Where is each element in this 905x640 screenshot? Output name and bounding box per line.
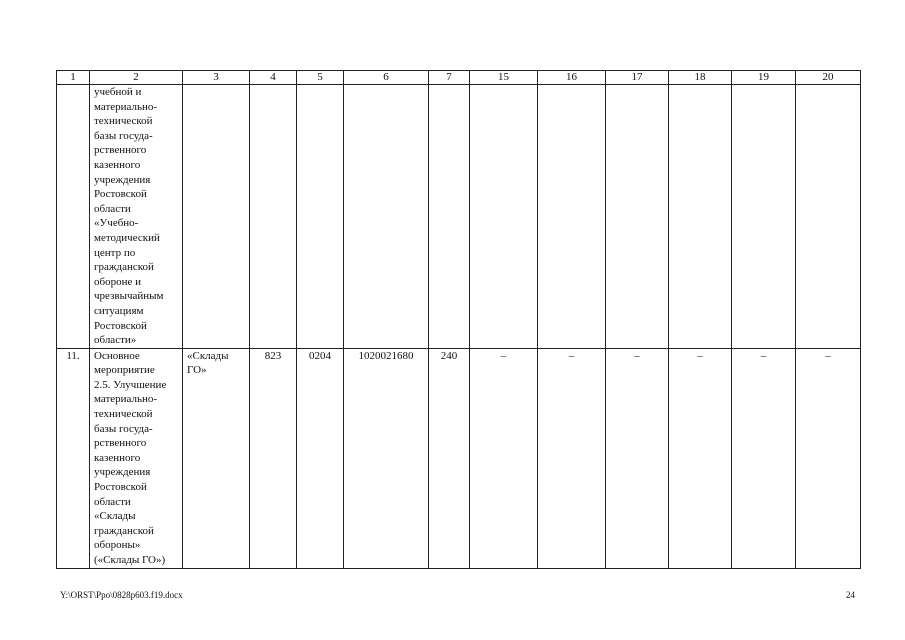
text-line: «Учебно- <box>94 217 139 230</box>
text-line: «Склады <box>187 349 229 362</box>
text-line: казенного <box>94 451 141 464</box>
text-line: ситуациям <box>94 304 144 317</box>
cell-col-4: 823 <box>250 348 297 568</box>
description-lines <box>94 85 179 348</box>
responsible-lines <box>187 349 246 378</box>
cell-description <box>90 348 183 568</box>
text-line: рственного <box>94 437 147 450</box>
header-col-3: 3 <box>183 71 250 85</box>
text-line: гражданской <box>94 261 154 274</box>
text-line: обороны» <box>94 539 141 552</box>
text-line: области <box>94 495 131 508</box>
text-line: 2.5. Улучшение <box>94 378 167 391</box>
table-row-11 <box>57 348 861 568</box>
text-line: методический <box>94 231 160 244</box>
text-line: Основное <box>94 349 140 362</box>
text-line: «Склады <box>94 510 136 523</box>
cell-col-6: 1020021680 <box>344 348 429 568</box>
cell-col-15: – <box>470 348 538 568</box>
header-col-4: 4 <box>250 71 297 85</box>
text-line: мероприятие <box>94 364 155 377</box>
cell-col-17: – <box>606 348 669 568</box>
cell-num: 11. <box>57 348 90 568</box>
text-line: обороне и <box>94 275 142 288</box>
cell-col-18 <box>669 85 732 349</box>
header-col-15: 15 <box>470 71 538 85</box>
cell-col-19: – <box>732 348 796 568</box>
text-line: области <box>94 202 131 215</box>
cell-col-18: – <box>669 348 732 568</box>
footer-file-path: Y:\ORST\Ppo\0828p603.f19.docx <box>60 590 183 600</box>
cell-col-16 <box>538 85 606 349</box>
text-line: ГО» <box>187 364 207 377</box>
cell-col-3 <box>183 85 250 349</box>
text-line: учебной и <box>94 86 142 98</box>
text-line: казенного <box>94 158 141 171</box>
header-row <box>57 71 861 85</box>
cell-description <box>90 85 183 349</box>
description-lines <box>94 349 179 568</box>
cell-col-20: – <box>796 348 861 568</box>
text-line: материально- <box>94 393 158 406</box>
header-col-19: 19 <box>732 71 796 85</box>
budget-table <box>56 70 861 569</box>
text-line: технической <box>94 115 153 128</box>
text-line: Ростовской <box>94 319 147 332</box>
cell-col-19 <box>732 85 796 349</box>
header-col-17: 17 <box>606 71 669 85</box>
cell-num <box>57 85 90 349</box>
header-col-7: 7 <box>429 71 470 85</box>
header-col-16: 16 <box>538 71 606 85</box>
cell-col-7: 240 <box>429 348 470 568</box>
text-line: материально- <box>94 100 158 113</box>
text-line: («Склады ГО») <box>94 554 166 566</box>
cell-col-17 <box>606 85 669 349</box>
text-line: центр по <box>94 246 136 259</box>
cell-responsible <box>183 348 250 568</box>
cell-col-5: 0204 <box>297 348 344 568</box>
text-line: гражданской <box>94 524 154 537</box>
text-line: области» <box>94 334 137 347</box>
header-col-6: 6 <box>344 71 429 85</box>
footer-page-number: 24 <box>846 590 855 600</box>
cell-col-5 <box>297 85 344 349</box>
cell-col-15 <box>470 85 538 349</box>
text-line: учреждения <box>94 173 151 186</box>
cell-col-7 <box>429 85 470 349</box>
header-col-2: 2 <box>90 71 183 85</box>
text-line: Ростовской <box>94 188 147 201</box>
cell-col-4 <box>250 85 297 349</box>
header-col-5: 5 <box>297 71 344 85</box>
text-line: технической <box>94 408 153 421</box>
text-line: учреждения <box>94 466 151 479</box>
header-col-18: 18 <box>669 71 732 85</box>
cell-col-16: – <box>538 348 606 568</box>
text-line: чрезвычайным <box>94 290 164 303</box>
header-col-1: 1 <box>57 71 90 85</box>
text-line: рственного <box>94 144 147 157</box>
table-row-continued <box>57 85 861 349</box>
cell-col-6 <box>344 85 429 349</box>
header-col-20: 20 <box>796 71 861 85</box>
text-line: Ростовской <box>94 481 147 494</box>
cell-col-20 <box>796 85 861 349</box>
text-line: базы госуда- <box>94 129 153 142</box>
text-line: базы госуда- <box>94 422 153 435</box>
